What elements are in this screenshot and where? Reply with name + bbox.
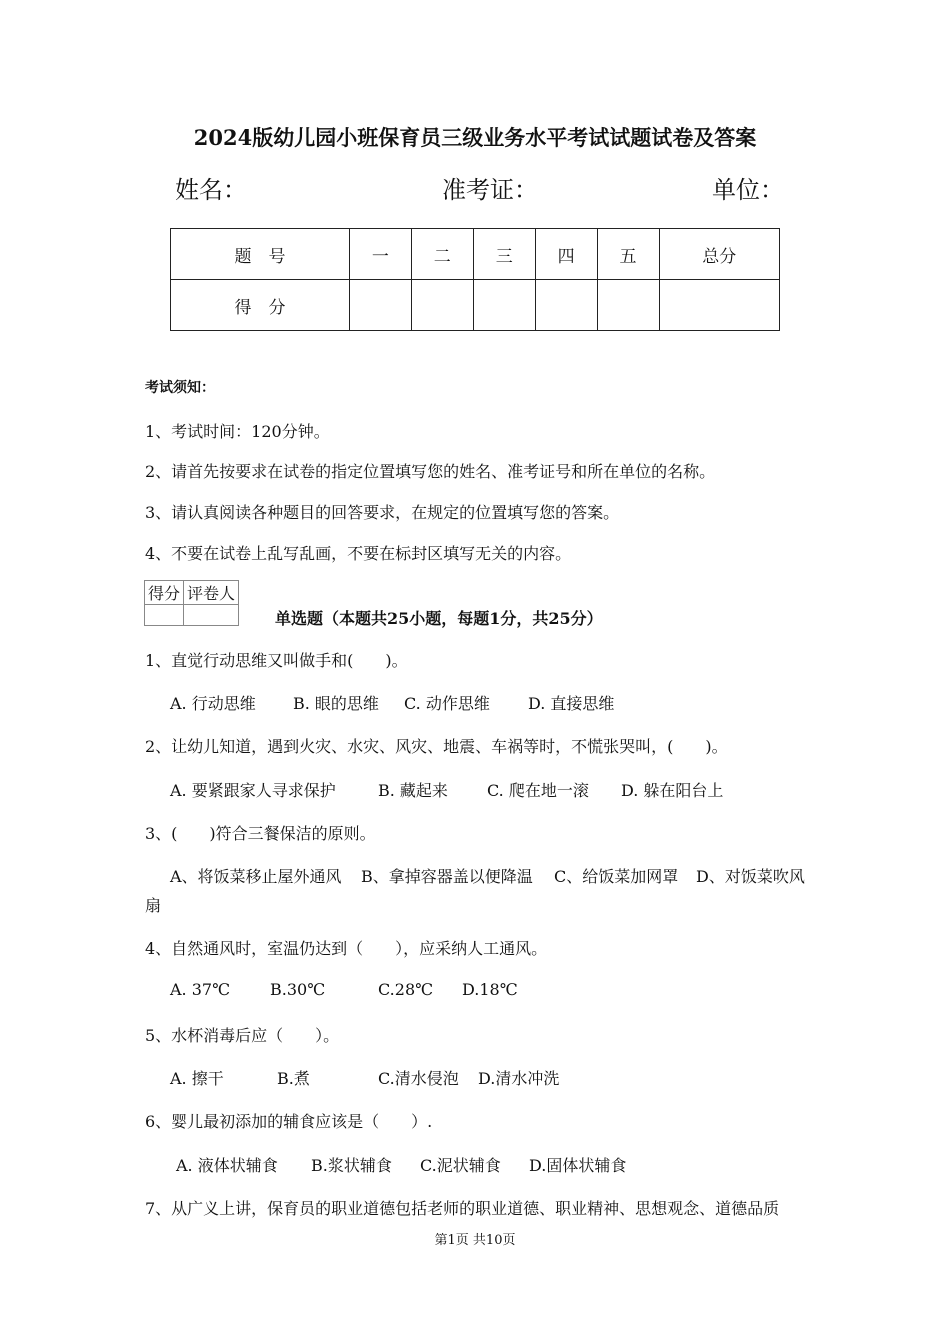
score-cell[interactable] — [411, 280, 473, 331]
option-d: D.固体状辅食 — [529, 1156, 627, 1175]
score-cell[interactable] — [535, 280, 597, 331]
option-a: A. 37℃ — [170, 980, 230, 999]
header-cell-4: 四 — [535, 229, 597, 280]
option-a: A. 行动思维 — [170, 694, 256, 713]
option-c: C、给饭菜加网罩 — [554, 867, 679, 886]
header-cell-number: 题 号 — [171, 229, 350, 280]
notice-item: 3、请认真阅读各种题目的回答要求，在规定的位置填写您的答案。 — [145, 503, 620, 522]
option-d: D.清水冲洗 — [478, 1069, 560, 1088]
question-stem: 7、从广义上讲，保育员的职业道德包括老师的职业道德、职业精神、思想观念、道德品质 — [145, 1199, 780, 1218]
option-c: C.28℃ — [378, 980, 434, 999]
exam-id-label: 准考证： — [442, 176, 538, 204]
option-b: B. 藏起来 — [378, 781, 448, 800]
option-b: B.30℃ — [270, 980, 326, 999]
score-cell[interactable] — [659, 280, 779, 331]
option-b: B.煮 — [277, 1069, 310, 1088]
grader-name-label: 评卷人 — [184, 581, 239, 605]
option-d: D.18℃ — [462, 980, 518, 999]
header-cell-5: 五 — [597, 229, 659, 280]
grader-score-label: 得分 — [145, 581, 184, 605]
grader-score-cell[interactable] — [145, 605, 184, 626]
score-cell[interactable] — [473, 280, 535, 331]
option-a: A. 液体状辅食 — [176, 1156, 278, 1175]
question-stem: 3、( )符合三餐保洁的原则。 — [145, 824, 376, 843]
grader-name-cell[interactable] — [184, 605, 239, 626]
option-b: B.浆状辅食 — [311, 1156, 392, 1175]
question-stem: 1、直觉行动思维又叫做手和( )。 — [145, 651, 408, 670]
notice-heading: 考试须知： — [145, 380, 215, 396]
notice-item: 2、请首先按要求在试卷的指定位置填写您的姓名、准考证号和所在单位的名称。 — [145, 462, 716, 481]
option-d: D、对饭菜吹风 — [696, 867, 805, 886]
option-wrap: 扇 — [145, 896, 162, 915]
option-b: B、拿掉容器盖以便降温 — [361, 867, 533, 886]
question-stem: 2、让幼儿知道，遇到火灾、水灾、风灾、地震、车祸等时，不慌张哭叫，( )。 — [145, 737, 728, 756]
option-c: C. 动作思维 — [404, 694, 490, 713]
score-cell[interactable] — [349, 280, 411, 331]
header-cell-3: 三 — [473, 229, 535, 280]
name-label: 姓名： — [175, 176, 247, 204]
score-cell[interactable] — [597, 280, 659, 331]
score-table — [170, 228, 780, 331]
notice-item: 4、不要在试卷上乱写乱画，不要在标封区填写无关的内容。 — [145, 544, 572, 563]
page-footer: 第1页 共10页 — [434, 1233, 516, 1248]
page-title: 2024版幼儿园小班保育员三级业务水平考试试题试卷及答案 — [193, 125, 757, 150]
question-stem: 4、自然通风时，室温仍达到（ ），应采纳人工通风。 — [145, 939, 548, 958]
header-cell-1: 一 — [349, 229, 411, 280]
option-a: A、将饭菜移止屋外通风 — [170, 867, 342, 886]
option-a: A. 要紧跟家人寻求保护 — [170, 781, 336, 800]
option-b: B. 眼的思维 — [293, 694, 379, 713]
option-c: C.清水侵泡 — [378, 1069, 459, 1088]
question-stem: 6、婴儿最初添加的辅食应该是（ ）. — [145, 1112, 433, 1131]
grader-box — [144, 580, 239, 626]
score-row-label: 得 分 — [171, 280, 350, 331]
option-d: D. 直接思维 — [528, 694, 615, 713]
option-c: C. 爬在地一滚 — [487, 781, 589, 800]
option-a: A. 擦干 — [170, 1069, 224, 1088]
option-d: D. 躲在阳台上 — [621, 781, 724, 800]
score-table-score-row — [171, 280, 780, 331]
section-title: 单选题（本题共25小题，每题1分，共25分） — [275, 609, 603, 628]
header-cell-2: 二 — [411, 229, 473, 280]
notice-item: 1、考试时间：120分钟。 — [145, 422, 330, 441]
score-table-header-row — [171, 229, 780, 280]
header-cell-total: 总分 — [659, 229, 779, 280]
option-c: C.泥状辅食 — [420, 1156, 501, 1175]
question-stem: 5、水杯消毒后应（ ）。 — [145, 1026, 340, 1045]
unit-label: 单位： — [712, 176, 784, 204]
